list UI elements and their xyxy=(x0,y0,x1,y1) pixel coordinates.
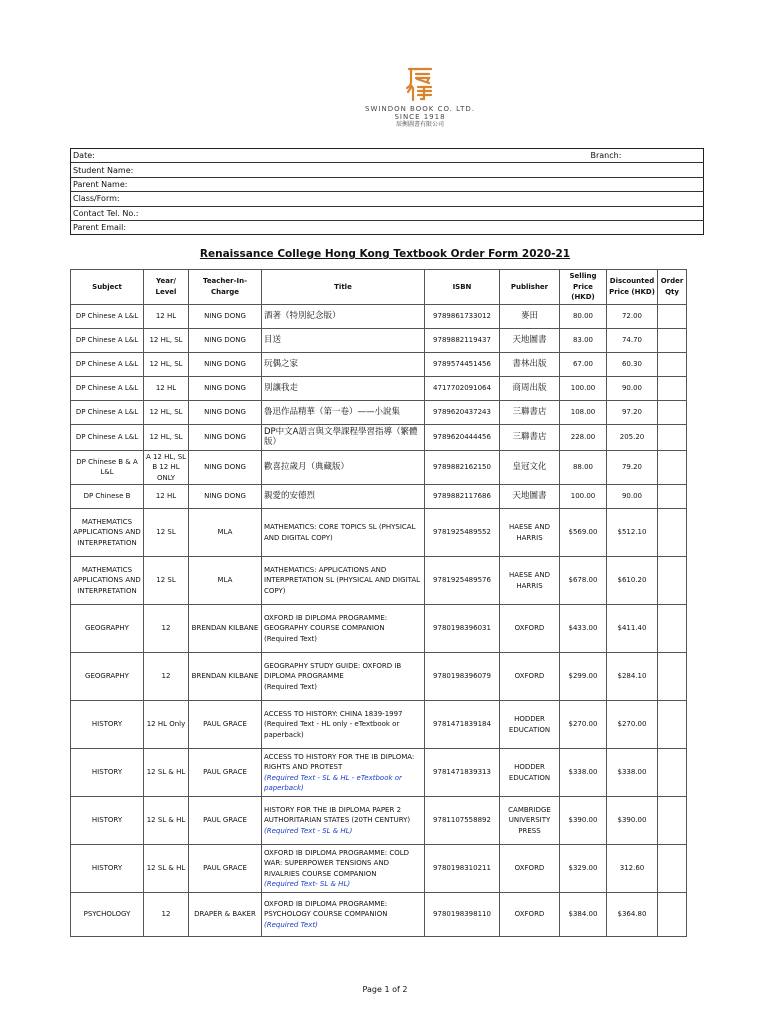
table-row xyxy=(71,893,687,937)
order-qty-input[interactable] xyxy=(658,845,687,893)
cell-selling: $338.00 xyxy=(560,749,607,797)
parent-name-label: Parent Name: xyxy=(73,179,128,189)
cell-title xyxy=(262,485,425,509)
col-subject-header: Subject xyxy=(71,270,144,305)
cell-teacher: PAUL GRACE xyxy=(189,845,262,893)
cell-isbn: 9780198310211 xyxy=(425,845,500,893)
parent-email-field[interactable] xyxy=(71,220,704,234)
cell-teacher: MLA xyxy=(189,557,262,605)
cell-title xyxy=(262,352,425,376)
col-teacher-header: Teacher-In-Charge xyxy=(189,270,262,305)
cell-teacher: NING DONG xyxy=(189,304,262,328)
cell-publisher: 天地圖書 xyxy=(500,328,560,352)
cell-discounted: $411.40 xyxy=(607,605,658,653)
order-qty-input[interactable] xyxy=(658,509,687,557)
cell-subject: MATHEMATICS APPLICATIONS AND INTERPRETATION xyxy=(71,557,144,605)
cell-publisher: 三聯書店 xyxy=(500,424,560,450)
cell-publisher: 商周出版 xyxy=(500,376,560,400)
book-title: 酒著（特別紀念版） xyxy=(264,310,341,321)
cell-teacher: NING DONG xyxy=(189,352,262,376)
cell-teacher: PAUL GRACE xyxy=(189,749,262,797)
form-title: Renaissance College Hong Kong Textbook Order Form 2020-21 xyxy=(199,248,571,260)
cell-discounted: $364.80 xyxy=(607,893,658,937)
cell-subject: PSYCHOLOGY xyxy=(71,893,144,937)
book-title: 別讓我走 xyxy=(264,382,299,393)
order-qty-input[interactable] xyxy=(658,605,687,653)
cell-subject: DP Chinese A L&L xyxy=(71,352,144,376)
cell-isbn: 9789882119437 xyxy=(425,328,500,352)
col-publisher-header: Publisher xyxy=(500,270,560,305)
order-qty-input[interactable] xyxy=(658,352,687,376)
cell-selling: $270.00 xyxy=(560,701,607,749)
table-row xyxy=(71,509,687,557)
cell-publisher: 天地圖書 xyxy=(500,485,560,509)
cell-discounted: 79.20 xyxy=(607,450,658,485)
cell-selling: 100.00 xyxy=(560,376,607,400)
cell-level: 12 HL Only xyxy=(144,701,189,749)
col-discounted-header: Discounted Price (HKD) xyxy=(607,270,658,305)
cell-teacher: BRENDAN KILBANE xyxy=(189,605,262,653)
student-name-field[interactable] xyxy=(71,163,704,177)
table-row xyxy=(71,653,687,701)
cell-level: 12 HL, SL xyxy=(144,352,189,376)
cell-teacher: BRENDAN KILBANE xyxy=(189,653,262,701)
book-title: 親愛的安德烈 xyxy=(264,491,316,502)
cell-publisher: HODDER EDUCATION xyxy=(500,749,560,797)
cell-isbn: 9781925489576 xyxy=(425,557,500,605)
cell-isbn: 9789882162150 xyxy=(425,450,500,485)
table-row xyxy=(71,605,687,653)
cell-teacher: DRAPER & BAKER xyxy=(189,893,262,937)
cell-discounted: 312.60 xyxy=(607,845,658,893)
logo-since-line: SINCE 1918 xyxy=(394,113,446,121)
order-qty-input[interactable] xyxy=(658,328,687,352)
cell-isbn: 4717702091064 xyxy=(425,376,500,400)
requirement-note: (Required Text) xyxy=(264,682,317,691)
cell-isbn: 9781471839184 xyxy=(425,701,500,749)
book-title: 歡喜拉歲月（典藏版） xyxy=(264,462,350,472)
cell-discounted: $390.00 xyxy=(607,797,658,845)
requirement-note: (Required Text - SL & HL - eTextbook or paperback) xyxy=(264,773,402,792)
cell-discounted: $284.10 xyxy=(607,653,658,701)
cell-selling: $678.00 xyxy=(560,557,607,605)
cell-level: 12 HL, SL xyxy=(144,328,189,352)
swindon-logo-icon xyxy=(403,66,437,102)
cell-isbn: 9780198398110 xyxy=(425,893,500,937)
cell-level: 12 xyxy=(144,605,189,653)
cell-isbn: 9780198396079 xyxy=(425,653,500,701)
book-title: OXFORD IB DIPLOMA PROGRAMME: COLD WAR: SUPERPOWER TENSIONS AND RIVALRIES COURSE COMPANION xyxy=(264,848,410,878)
cell-selling: $390.00 xyxy=(560,797,607,845)
book-title: OXFORD IB DIPLOMA PROGRAMME: GEOGRAPHY COURSE COMPANION xyxy=(264,613,388,633)
cell-selling: $384.00 xyxy=(560,893,607,937)
cell-subject: GEOGRAPHY xyxy=(71,605,144,653)
date-field[interactable] xyxy=(71,149,704,163)
order-qty-input[interactable] xyxy=(658,557,687,605)
book-title: 目送 xyxy=(264,334,282,345)
cell-discounted: 60.30 xyxy=(607,352,658,376)
cell-title xyxy=(262,376,425,400)
book-title: MATHEMATICS: CORE TOPICS SL (PHYSICAL AND DIGITAL COPY) xyxy=(264,523,416,542)
cell-level: 12 SL & HL xyxy=(144,797,189,845)
table-row xyxy=(71,701,687,749)
cell-discounted: 74.70 xyxy=(607,328,658,352)
cell-selling: 228.00 xyxy=(560,424,607,450)
cell-discounted: $512.10 xyxy=(607,509,658,557)
cell-discounted: 90.00 xyxy=(607,376,658,400)
order-qty-input[interactable] xyxy=(658,424,687,450)
cell-teacher: NING DONG xyxy=(189,376,262,400)
table-row xyxy=(71,797,687,845)
cell-isbn: 9789882117686 xyxy=(425,485,500,509)
date-label: Date: xyxy=(73,151,95,161)
cell-subject: HISTORY xyxy=(71,845,144,893)
cell-title xyxy=(262,328,425,352)
cell-discounted: $270.00 xyxy=(607,701,658,749)
cell-subject: DP Chinese A L&L xyxy=(71,400,144,424)
table-row xyxy=(71,376,687,400)
cell-selling: 100.00 xyxy=(560,485,607,509)
table-row xyxy=(71,557,687,605)
cell-subject: MATHEMATICS APPLICATIONS AND INTERPRETATION xyxy=(71,509,144,557)
cell-isbn: 9781107558892 xyxy=(425,797,500,845)
cell-teacher: NING DONG xyxy=(189,400,262,424)
cell-isbn: 9781471839313 xyxy=(425,749,500,797)
col-level-header: Year/ Level xyxy=(144,270,189,305)
cell-teacher: NING DONG xyxy=(189,450,262,485)
cell-publisher: CAMBRIDGE UNIVERSITY PRESS xyxy=(500,797,560,845)
contact-tel-field[interactable] xyxy=(71,206,704,220)
cell-teacher: MLA xyxy=(189,509,262,557)
book-title: ACCESS TO HISTORY: CHINA 1839-1997 xyxy=(264,709,403,718)
cell-title xyxy=(262,749,425,797)
cell-isbn: 9789574451456 xyxy=(425,352,500,376)
cell-publisher: OXFORD xyxy=(500,893,560,937)
cell-selling: $569.00 xyxy=(560,509,607,557)
page-number: Page 1 of 2 xyxy=(362,985,408,994)
cell-subject: HISTORY xyxy=(71,749,144,797)
cell-title xyxy=(262,304,425,328)
cell-selling: $299.00 xyxy=(560,653,607,701)
col-isbn-header: ISBN xyxy=(425,270,500,305)
parent-email-label: Parent Email: xyxy=(73,223,127,233)
table-row xyxy=(71,845,687,893)
order-qty-input[interactable] xyxy=(658,485,687,509)
parent-name-field[interactable] xyxy=(71,177,704,191)
cell-publisher: 皇冠文化 xyxy=(500,450,560,485)
cell-teacher: PAUL GRACE xyxy=(189,701,262,749)
cell-title xyxy=(262,424,425,450)
requirement-note: (Required Text) xyxy=(264,634,317,643)
student-name-label: Student Name: xyxy=(73,165,134,175)
order-qty-input[interactable] xyxy=(658,400,687,424)
cell-discounted: 90.00 xyxy=(607,485,658,509)
cell-level: 12 HL, SL xyxy=(144,424,189,450)
requirement-note: (Required Text) xyxy=(264,920,318,929)
cell-subject: DP Chinese A L&L xyxy=(71,304,144,328)
table-row xyxy=(71,400,687,424)
cell-isbn: 9789620444456 xyxy=(425,424,500,450)
cell-discounted: 205.20 xyxy=(607,424,658,450)
cell-publisher: HODDER EDUCATION xyxy=(500,701,560,749)
cell-level: 12 SL & HL xyxy=(144,749,189,797)
table-row xyxy=(71,304,687,328)
cell-teacher: PAUL GRACE xyxy=(189,797,262,845)
cell-publisher: 書林出版 xyxy=(500,352,560,376)
cell-title xyxy=(262,845,425,893)
cell-level: 12 xyxy=(144,893,189,937)
cell-selling: $329.00 xyxy=(560,845,607,893)
cell-teacher: NING DONG xyxy=(189,485,262,509)
order-qty-input[interactable] xyxy=(658,797,687,845)
cell-selling: 88.00 xyxy=(560,450,607,485)
cell-title xyxy=(262,893,425,937)
cell-isbn: 9789861733012 xyxy=(425,304,500,328)
cell-title xyxy=(262,605,425,653)
contact-tel-label: Contact Tel. No.: xyxy=(73,208,139,218)
cell-level: A 12 HL, SL B 12 HL ONLY xyxy=(144,450,189,485)
requirement-note: (Required Text- SL & HL) xyxy=(264,880,351,888)
cell-selling: 108.00 xyxy=(560,400,607,424)
table-row xyxy=(71,352,687,376)
requirement-note: (Required Text - SL & HL) xyxy=(264,826,353,835)
table-header-row xyxy=(71,270,687,305)
cell-title xyxy=(262,557,425,605)
book-title: ACCESS TO HISTORY FOR THE IB DIPLOMA: RIGHTS AND PROTEST xyxy=(264,752,415,771)
cell-subject: HISTORY xyxy=(71,701,144,749)
book-title: 魯迅作品精華（第一卷）——小說集 xyxy=(264,406,401,417)
company-logo xyxy=(364,66,476,129)
cell-discounted: 97.20 xyxy=(607,400,658,424)
cell-subject: DP Chinese B xyxy=(71,485,144,509)
cell-subject: HISTORY xyxy=(71,797,144,845)
book-title: 玩偶之家 xyxy=(264,358,299,369)
class-form-label: Class/Form: xyxy=(73,194,120,204)
book-title: DP中文A語言與文學課程學習指導（繁體版） xyxy=(264,426,418,447)
cell-publisher: HAESE AND HARRIS xyxy=(500,557,560,605)
cell-selling: 67.00 xyxy=(560,352,607,376)
order-qty-input[interactable] xyxy=(658,893,687,937)
cell-title xyxy=(262,653,425,701)
cell-level: 12 HL xyxy=(144,304,189,328)
cell-discounted: $610.20 xyxy=(607,557,658,605)
cell-level: 12 HL xyxy=(144,376,189,400)
book-title: HISTORY FOR THE IB DIPLOMA PAPER 2 AUTHORITARIAN STATES (20TH CENTURY) xyxy=(264,805,411,825)
order-qty-input[interactable] xyxy=(658,304,687,328)
logo-company-name: SWINDON BOOK CO. LTD. xyxy=(365,105,475,113)
col-qty-header: Order Qty xyxy=(658,270,687,305)
requirement-note: (Required Text - HL only - eTextbook or paperback) xyxy=(264,720,400,739)
cell-publisher: OXFORD xyxy=(500,653,560,701)
cell-publisher: 麥田 xyxy=(500,304,560,328)
cell-teacher: NING DONG xyxy=(189,328,262,352)
col-selling-header: Selling Price (HKD) xyxy=(560,270,607,305)
order-qty-input[interactable] xyxy=(658,701,687,749)
cell-isbn: 9789620437243 xyxy=(425,400,500,424)
cell-level: 12 SL & HL xyxy=(144,845,189,893)
cell-publisher: 三聯書店 xyxy=(500,400,560,424)
cell-selling: $433.00 xyxy=(560,605,607,653)
cell-isbn: 9780198396031 xyxy=(425,605,500,653)
cell-level: 12 HL xyxy=(144,485,189,509)
cell-subject: DP Chinese B & A L&L xyxy=(71,450,144,485)
cell-isbn: 9781925489552 xyxy=(425,509,500,557)
table-row xyxy=(71,485,687,509)
cell-title xyxy=(262,797,425,845)
logo-chinese-name: 辰衡圖書有限公司 xyxy=(395,121,444,128)
cell-subject: DP Chinese A L&L xyxy=(71,376,144,400)
cell-title xyxy=(262,701,425,749)
cell-title xyxy=(262,400,425,424)
book-title: GEOGRAPHY STUDY GUIDE: OXFORD IB DIPLOMA PROGRAMME xyxy=(264,661,402,681)
student-info-box xyxy=(70,148,704,235)
cell-subject: DP Chinese A L&L xyxy=(71,424,144,450)
table-row xyxy=(71,450,687,485)
branch-label: Branch: xyxy=(590,151,622,161)
cell-level: 12 HL, SL xyxy=(144,400,189,424)
cell-publisher: HAESE AND HARRIS xyxy=(500,509,560,557)
cell-level: 12 SL xyxy=(144,557,189,605)
cell-teacher: NING DONG xyxy=(189,424,262,450)
order-qty-input[interactable] xyxy=(658,376,687,400)
cell-level: 12 SL xyxy=(144,509,189,557)
order-qty-input[interactable] xyxy=(658,653,687,701)
cell-title xyxy=(262,450,425,485)
table-row xyxy=(71,424,687,450)
cell-discounted: $338.00 xyxy=(607,749,658,797)
book-title: OXFORD IB DIPLOMA PROGRAMME: PSYCHOLOGY COURSE COMPANION xyxy=(264,899,388,919)
textbook-order-table xyxy=(70,269,687,937)
cell-selling: 83.00 xyxy=(560,328,607,352)
cell-selling: 80.00 xyxy=(560,304,607,328)
col-title-header: Title xyxy=(262,270,425,305)
table-row xyxy=(71,328,687,352)
cell-title xyxy=(262,509,425,557)
cell-discounted: 72.00 xyxy=(607,304,658,328)
cell-level: 12 xyxy=(144,653,189,701)
cell-subject: GEOGRAPHY xyxy=(71,653,144,701)
cell-subject: DP Chinese A L&L xyxy=(71,328,144,352)
class-form-field[interactable] xyxy=(71,192,704,206)
cell-publisher: OXFORD xyxy=(500,605,560,653)
book-title: MATHEMATICS: APPLICATIONS AND INTERPRETATION SL (PHYSICAL AND DIGITAL COPY) xyxy=(264,565,421,595)
order-qty-input[interactable] xyxy=(658,749,687,797)
order-qty-input[interactable] xyxy=(658,450,687,485)
table-row xyxy=(71,749,687,797)
cell-publisher: OXFORD xyxy=(500,845,560,893)
